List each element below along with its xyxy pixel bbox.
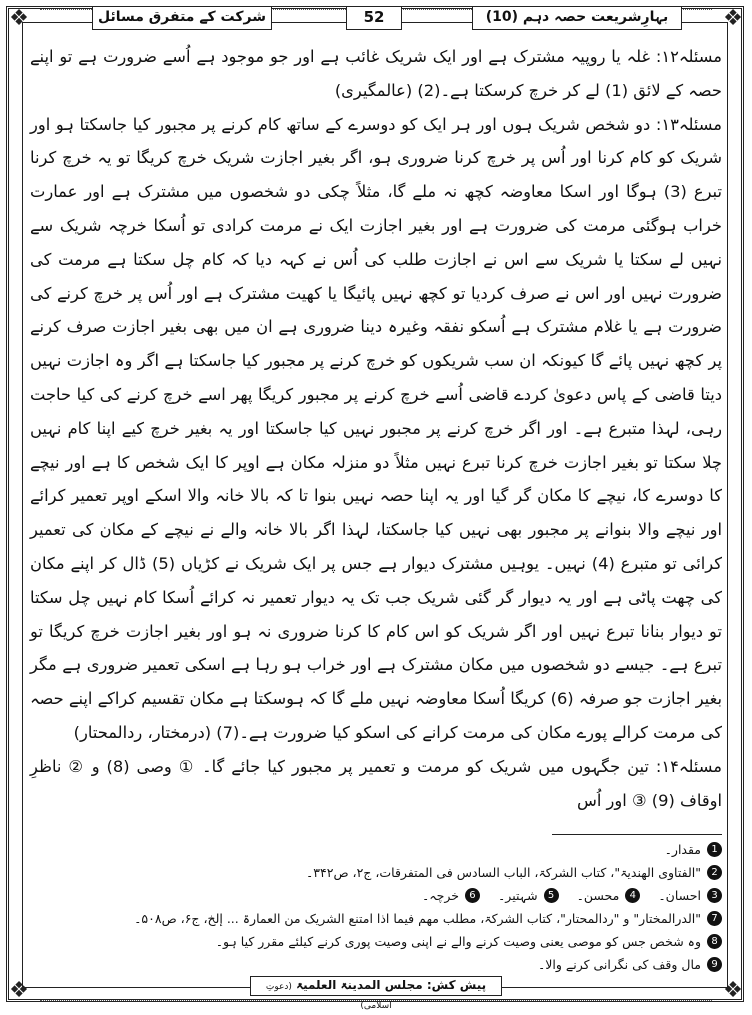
- page-footer: [250, 976, 502, 1011]
- masala-14: مسئلہ۱۴: تین جگہوں میں شریک کو مرمت و تعمیر پر مجبور کیا جائے گا۔ ① وصی (8) و ② ناظرِ اوقاف (9) ③ اور اُس: [30, 756, 722, 810]
- footnote-number: 1: [707, 842, 722, 857]
- footnote-number: 7: [707, 911, 722, 926]
- footnote-number: 8: [707, 934, 722, 949]
- footnote-number: 9: [707, 957, 722, 972]
- footnote: [30, 907, 722, 930]
- footnote: [30, 861, 722, 884]
- footnote-text: وہ شخص جس کو موصی یعنی وصیت کرنے والے نے اپنی وصیت پوری کرنے کیلئے مقرر کیا ہو۔: [215, 934, 701, 949]
- footnote-text: "الدرالمختار" و "ردالمحتار"، کتاب الشرکۃ، مطلب مھم فیما اذا امتنع الشریک من العمارۃ ... إلخ، ج۶، ص۵۰۸۔: [134, 911, 701, 926]
- footnote-text: شہتیر۔: [497, 888, 538, 903]
- footnote-text: "الفتاوی الھندیۃ"، کتاب الشرکۃ، الباب السادس فی المتفرقات، ج۲، ص۳۴۲۔: [305, 865, 701, 880]
- footer-sub: (دعوتِ اسلامی): [265, 982, 392, 1011]
- footnotes: [30, 838, 722, 976]
- footnote-number: 4: [625, 888, 640, 903]
- footer-publisher: مجلس المدینۃ العلمیۃ: [296, 978, 423, 992]
- book-title: بہارِشریعت حصہ دہم (10): [472, 6, 682, 30]
- footnote-text: مقدار۔: [664, 842, 701, 857]
- corner-ornament-icon: ❖: [723, 978, 743, 1003]
- footnote-text: محسن۔: [576, 888, 620, 903]
- masala-13: مسئلہ۱۳: دو شخص شریک ہوں اور ہر ایک کو دوسرے کے ساتھ کام کرنے پر مجبور کیا جاسکتا ہو اور شریک کو کام کرنا اور اُس پر خرچ کرنا ضروری ہو، اگر بغیر اجازت شریک خرچ کریگا تو یہ خرچ کرنا تبرع (3) ہوگا اور اسکا معاوضہ کچھ نہ ملے گا، مثلاً چکی دو شخصوں میں مشترک ہے اور عمارت خراب ہوگئی مرمت کی ضرورت ہے اور بغیر اجازت ایک نے مرمت کرادی تو اُسکا خرچہ شریک سے نہیں لے سکتا یا شریک سے اس نے اجازت طلب کی اُس نے کہہ دیا کہ کام چل سکتا ہے مرمت کی ضرورت نہیں اور اس نے صرف کردیا تو کچھ نہیں پائیگا یا کھیت مشترک ہے اور اُس پر خرچ کرنے کی ضرورت ہے یا غلام مشترک ہے اُسکو نفقہ وغیرہ دینا ضروری ہے ان میں بھی بغیر اجازت صرف کرنے پر کچھ نہیں پائے گا کیونکہ ان سب شریکوں کو خرچ کرنے پر مجبور کیا جاسکتا ہے اگر وہ اجازت نہیں دیتا قاضی کے پاس دعویٰ کردے قاضی اُسے خرچ کرنے پر مجبور کریگا پھر اسے خرچ کرنے کی کیا حاجت رہی، لہذا متبرع ہے۔ اور اگر خرچ کرنے پر مجبور نہیں کیا جاسکتا اور یہ بغیر خرچ کیے اپنا کام نہیں چلا سکتا تو بغیر اجازت خرچ کرنا تبرع نہیں مثلاً دو منزلہ مکان ہے اوپر کا ایک شخص کا ہے اور نیچے کا دوسرے کا، نیچے کا مکان گر گیا اور یہ اپنا حصہ نہیں بنوا تا کہ بالا خانہ والا اسکے اوپر تعمیر کرائے اور نیچے والا بنوانے پر مجبور بھی نہیں کیا جاسکتا، لہذا اگر بالا خانہ والے نے نیچے کے مکان کی تعمیر کرائی تو متبرع (4) نہیں۔ یوہیں مشترک دیوار ہے جس پر ایک شریک نے کڑیاں (5) ڈال کر اپنے مکان کی چھت پاٹی ہے اور یہ دیوار گر گئی شریک جب تک یہ دیوار تعمیر نہ کرائے اُسکا کام نہیں چل سکتا تو دیوار بنانا تبرع نہیں اور اگر شریک کو اس کام کا کرنا ضروری نہ ہو اور بغیر اجازت خرچ کریگا تو تبرع ہے۔ جیسے دو شخصوں میں مکان مشترک ہے اور خراب ہو رہا ہے اسکی تعمیر ضروری ہے مگر بغیر اجازت جو صرفہ (6) کریگا اُسکا معاوضہ نہیں ملے گا کہ ہوسکتا ہے مکان تقسیم کراکے اپنے حصہ کی مرمت کرالے پورے مکان کی مرمت کرانے کی اسکو کیا ضرورت ہے۔(7) (درمختار، ردالمحتار): [30, 114, 723, 742]
- footnote-text: احسان۔: [658, 888, 701, 903]
- footnote-row: [30, 884, 722, 907]
- footnote-text: خرچہ۔: [421, 888, 459, 903]
- footnote: [422, 884, 480, 907]
- masala-12: مسئلہ۱۲: غلہ یا روپیہ مشترک ہے اور ایک شریک غائب ہے اور جو موجود ہے اُسے ضرورت ہے تو اپنے حصہ کے لائق (1) لے کر خرچ کرسکتا ہے۔(2) (عالمگیری): [30, 47, 722, 100]
- page-header: [30, 4, 722, 32]
- footnote: [577, 884, 641, 907]
- page-number: 52: [346, 6, 402, 30]
- footnote-number: 6: [465, 888, 480, 903]
- corner-ornament-icon: ❖: [9, 6, 29, 31]
- footnote-number: 3: [707, 888, 722, 903]
- footnote-text: مال وقف کی نگرانی کرنے والا۔: [537, 957, 701, 972]
- footer-prefix: پیش کش:: [426, 978, 487, 992]
- corner-ornament-icon: ❖: [723, 6, 743, 31]
- footnote-separator: [552, 834, 722, 835]
- footnote-number: 2: [707, 865, 722, 880]
- footnote: [658, 884, 722, 907]
- footnote: [30, 953, 722, 976]
- footnote: [498, 884, 559, 907]
- corner-ornament-icon: ❖: [9, 978, 29, 1003]
- footnote: [30, 838, 722, 861]
- chapter-title: شرکت کے متفرق مسائل: [92, 6, 272, 30]
- main-text: [30, 40, 722, 817]
- footnote: [30, 930, 722, 953]
- footnote-number: 5: [544, 888, 559, 903]
